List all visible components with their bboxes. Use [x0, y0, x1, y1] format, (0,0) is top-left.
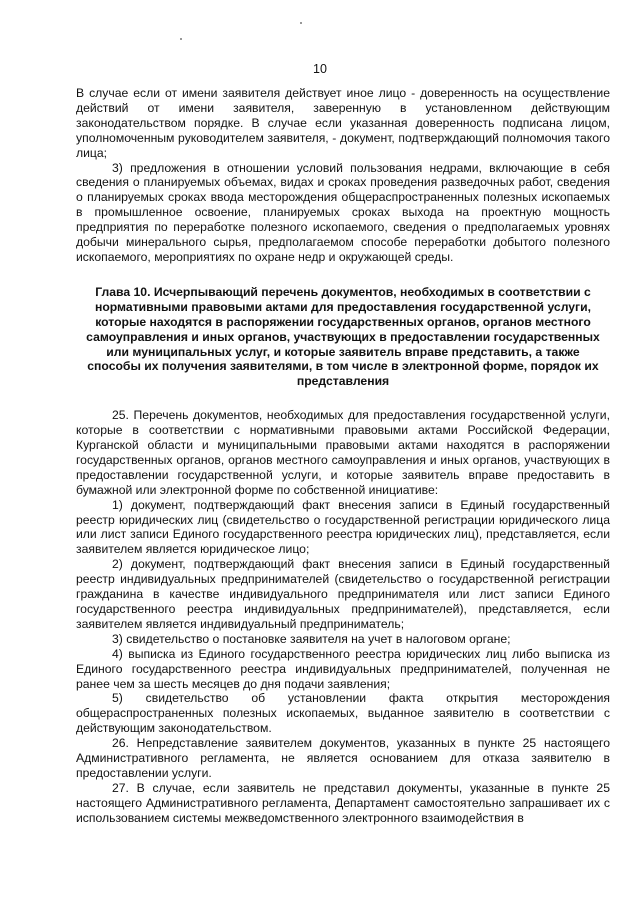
document-body: [76, 86, 610, 826]
scan-speck: [180, 38, 182, 40]
scan-speck: [300, 22, 302, 24]
chapter-heading: Глава 10. Исчерпывающий перечень документов, необходимых в соответствии с нормативными правовыми актами для предоставления государственной услуги, которые находятся в распоряжении государственных органов, органов местного самоуправления и иных органов, участвующих в предоставлении государственных или муниципальных услуг, и которые заявитель вправе представить, а также способы их получения заявителями, в том числе в электронной форме, порядок их представления: [86, 284, 600, 389]
paragraph: 3) свидетельство о постановке заявителя на учет в налоговом органе;: [112, 631, 511, 646]
paragraph: 26. Непредставление заявителем документов, указанных в пункте 25 настоящего Административного регламента, не является основанием для отказа заявителю в предоставлении услуги.: [76, 736, 610, 780]
paragraph: 27. В случае, если заявитель не представил документы, указанные в пункте 25 настоящего Административного регламента, Департамент самостоятельно запрашивает их с использованием системы межведомственного электронного взаимодействия в: [76, 780, 610, 825]
paragraph: 3) предложения в отношении условий пользования недрами, включающие в себя сведения о планируемых объемах, видах и сроках проведения разведочных работ, сведения о планируемых сроках ввода месторождения общераспространенных полезных ископаемых в промышленное освоение, планируемых сроках выхода на проектную мощность предприятия по переработке полезного ископаемого, сведения о предполагаемых уровнях добычи минерального сырья, предполагаемом способе переработки добытого полезного ископаемого, мероприятиях по охране недр и окружающей среды.: [76, 160, 610, 264]
paragraph: 2) документ, подтверждающий факт внесения записи в Единый государственный реестр индивидуальных предпринимателей (свидетельство о государственной регистрации гражданина в качестве индивидуального предпринимателя или лист записи Единого государственного реестра индивидуальных предпринимателей), представляется, если заявителем является индивидуальный предприниматель;: [76, 557, 610, 631]
paragraph: 25. Перечень документов, необходимых для предоставления государственной услуги, которые в соответствии с нормативными правовыми актами Российской Федерации, Курганской области и муниципальными правовыми актами находятся в распоряжении государственных органов, органов местного самоуправления и иных органов, участвующих в предоставлении государственной услуги, и которые заявитель вправе предоставить в бумажной или электронной форме по собственной инициативе:: [76, 408, 610, 497]
paragraph: 4) выписка из Единого государственного реестра юридических лиц либо выписка из Единого государственного реестра индивидуальных предпринимателей, полученная не ранее чем за шесть месяцев до дня подачи заявления;: [76, 646, 610, 691]
page-number: 10: [313, 62, 327, 76]
paragraph: 1) документ, подтверждающий факт внесения записи в Единый государственный реестр юридических лиц (свидетельство о государственной регистрации юридического лица или лист записи Единого государственного реестра юридических лиц), представляется, если заявителем является юридическое лицо;: [76, 497, 610, 557]
paragraph: 5) свидетельство об установлении факта открытия месторождения общераспространенных полезных ископаемых, выданное заявителю в соответствии с действующим законодательством.: [76, 691, 610, 736]
paragraph: В случае если от имени заявителя действует иное лицо - доверенность на осуществление действий от имени заявителя, заверенную в установленном действующим законодательством порядке. В случае если указанная доверенность подписана лицом, уполномоченным руководителем заявителя, - документ, подтверждающий полномочия такого лица;: [76, 86, 610, 160]
